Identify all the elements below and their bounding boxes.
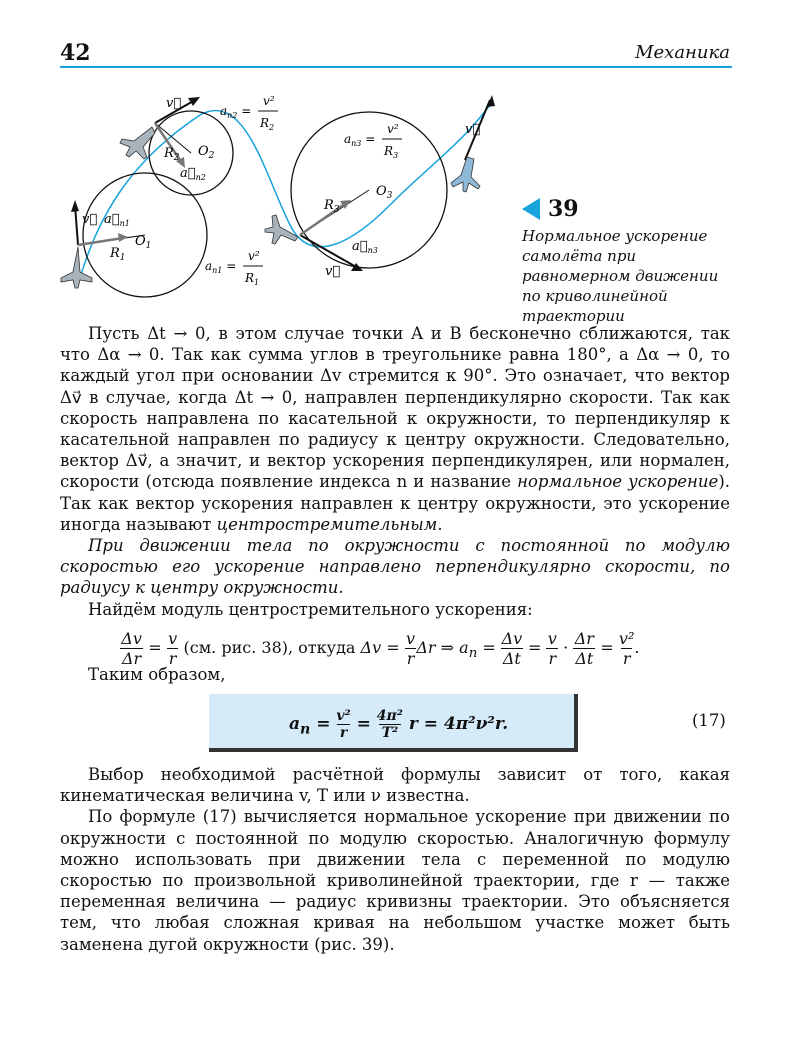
label-an1: $a⃗_{n1}$	[104, 212, 130, 228]
figure-caption	[522, 196, 737, 326]
eq-an3	[344, 122, 402, 160]
svg-text:v²: v²	[248, 249, 260, 263]
label-R1: $R_1$	[110, 246, 126, 263]
label-v2: v⃗	[166, 96, 182, 111]
label-an3: $a⃗_{n3}$	[352, 239, 378, 255]
page-number: 42	[60, 40, 91, 66]
formula-box	[209, 694, 578, 752]
figure-caption-text: Нормальное ускорение самолёта при равномерном движении по криволинейной траектории	[522, 227, 719, 325]
paragraph-2-rule: При движении тела по окружности с постоянной по модулю скоростью его ускорение направлено перпендикулярно скорости, по радиусу к центру окружности.	[60, 536, 730, 598]
page-header	[60, 38, 732, 68]
formula-17: $a_n$ = $\frac{\text{v²}}{r}$ = $\frac{\text{4π²}}{\text{T²}}$ r = 4π²ν²r.	[289, 708, 509, 741]
section-title: Механика	[635, 42, 730, 63]
thus-text: Таким образом,	[88, 665, 226, 684]
header-rule	[60, 66, 732, 68]
derivation-formula: $\frac{\Delta v}{\Delta r}$ = $\frac{v}{r}$ (см. рис. 38), откуда Δv = $\frac{v}{r}$ Δr ⇒ $a_n$ = $\frac{\Delta v}{\Delta t}$ = $\frac{v}{r}$ · $\frac{\Delta r}{\Delta t}$ = $\frac{\text{v²}}{r}$ .	[121, 629, 640, 668]
label-O3: $O_3$	[376, 184, 393, 201]
eq-an2	[220, 94, 278, 132]
svg-text:v²: v²	[387, 122, 399, 136]
label-v4: v⃗	[465, 122, 481, 137]
paragraph-5: По формуле (17) вычисляется нормальное ускорение при движении по окружности с постоянной по модулю скоростью. Аналогичную формулу можно использовать при движении тела с переменной по модулю скоростью по произвольной криволинейной траектории, где r — также переменная величина — радиус кривизны траектории. Это объясняется тем, что любая сложная кривая на небольшом участке может быть заменена дугой окружности (рис. 39).	[60, 807, 730, 954]
paragraph-1: Пусть Δt → 0, в этом случае точки A и B бесконечно сближаются, так что Δα → 0. Так как сумма углов в треугольнике равна 180°, а Δα → 0, то каждый угол при основании Δv стремится к 90°. Это означает, что вектор Δv⃗ в случае, когда Δt → 0, направлен перпендикулярно скорости. Так как скорость направлена по касательной к окружности, то перпендикуляр к касательной направлен по радиусу к центру окружности. Следовательно, вектор Δv⃗, а значит, и вектор ускорения перпендикулярен, или нормален, скорости (отсюда появление индекса n и название нормальное ускорение). Так как вектор ускорения направлен к центру окружности, это ускорение иногда называют центростремительным.	[60, 324, 730, 534]
paragraph-3: Найдём модуль центростремительного ускорения:	[88, 599, 533, 619]
label-R3: $R_3$	[324, 198, 340, 215]
equation-number: (17)	[692, 711, 726, 730]
svg-text:R2: $R_2$	[260, 116, 275, 132]
svg-text:an3 =: $a_{n3}$ =	[344, 132, 376, 148]
svg-text:R1: $R_1$	[245, 271, 260, 287]
caption-triangle-icon	[522, 198, 540, 220]
main-text	[60, 323, 730, 620]
svg-text:an1 =: $a_{n1}$ =	[205, 259, 237, 275]
figure-39-diagram	[60, 85, 510, 305]
label-v1: v⃗	[82, 212, 98, 227]
eq-an1	[205, 249, 263, 287]
label-O1: $O_1$	[135, 234, 152, 251]
label-an2: $a⃗_{n2}$	[180, 166, 206, 182]
main-text-continued	[60, 764, 730, 955]
svg-text:v²: v²	[263, 94, 275, 108]
label-O2: $O_2$	[198, 144, 215, 161]
label-v3: v⃗	[325, 264, 341, 279]
figure-number: 39	[548, 196, 579, 222]
label-R2: $R_2$	[164, 146, 180, 163]
svg-text:R3: $R_3$	[384, 144, 399, 160]
svg-text:an2 =: $a_{n2}$ =	[220, 104, 252, 120]
formula-ref: (см. рис. 38), откуда	[183, 638, 356, 657]
paragraph-4: Выбор необходимой расчётной формулы зависит от того, какая кинематическая величина v, T или ν известна.	[60, 765, 730, 806]
